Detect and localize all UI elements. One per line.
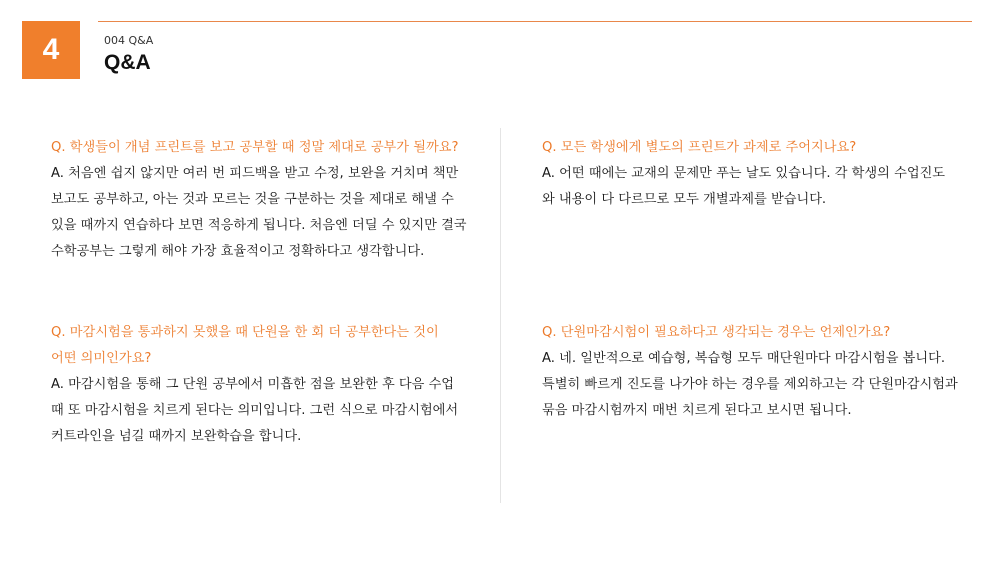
answer-line: 수학공부는 그렇게 해야 가장 효율적이고 정확하다고 생각합니다. (51, 244, 425, 259)
qa-question (51, 135, 476, 161)
answer-line: 와 내용이 다 다르므로 모두 개별과제를 받습니다. (542, 192, 827, 207)
qa-answer (51, 372, 476, 450)
qa-item-2 (542, 135, 967, 213)
answer-line: 커트라인을 넘길 때까지 보완학습을 합니다. (51, 429, 302, 444)
qa-answer (51, 161, 476, 265)
answer-line: A. 처음엔 쉽지 않지만 여러 번 피드백을 받고 수정, 보완을 거치며 책만 (51, 166, 459, 181)
answer-line: A. 어떤 때에는 교재의 문제만 푸는 날도 있습니다. 각 학생의 수업진도 (542, 166, 946, 181)
answer-line: 묶음 마감시험까지 매번 치르게 된다고 보시면 됩니다. (542, 403, 852, 418)
question-line: Q. 학생들이 개념 프린트를 보고 공부할 때 정말 제대로 공부가 될까요? (51, 140, 459, 155)
answer-line: 보고도 공부하고, 아는 것과 모르는 것을 구분하는 것을 제대로 해낼 수 (51, 192, 454, 207)
qa-answer (542, 161, 967, 213)
answer-line: A. 마감시험을 통해 그 단원 공부에서 미흡한 점을 보완한 후 다음 수업 (51, 377, 455, 392)
qa-item-1 (51, 135, 476, 265)
answer-line: 특별히 빠르게 진도를 나가야 하는 경우를 제외하고는 각 단원마감시험과 (542, 377, 958, 392)
qa-item-3 (51, 320, 476, 450)
question-line: Q. 단원마감시험이 필요하다고 생각되는 경우는 언제인가요? (542, 325, 891, 340)
qa-answer (542, 346, 967, 424)
question-line: Q. 마감시험을 통과하지 못했을 때 단원을 한 회 더 공부한다는 것이 (51, 325, 439, 340)
qa-question (542, 135, 967, 161)
question-line: Q. 모든 학생에게 별도의 프린트가 과제로 주어지나요? (542, 140, 857, 155)
answer-line: A. 네. 일반적으로 예습형, 복습형 모두 매단원마다 마감시험을 봅니다. (542, 351, 946, 366)
column-divider (500, 128, 501, 503)
page-title: Q&A (104, 51, 151, 74)
answer-line: 있을 때까지 연습하다 보면 적응하게 됩니다. 처음엔 더딜 수 있지만 결국 (51, 218, 467, 233)
section-number-badge: 4 (22, 21, 80, 79)
qa-question (51, 320, 476, 372)
qa-question (542, 320, 967, 346)
qa-item-4 (542, 320, 967, 424)
header-rule (98, 21, 972, 22)
section-subtitle: 004 Q&A (104, 34, 154, 47)
question-line: 어떤 의미인가요? (51, 351, 152, 366)
answer-line: 때 또 마감시험을 치르게 된다는 의미입니다. 그런 식으로 마감시험에서 (51, 403, 459, 418)
